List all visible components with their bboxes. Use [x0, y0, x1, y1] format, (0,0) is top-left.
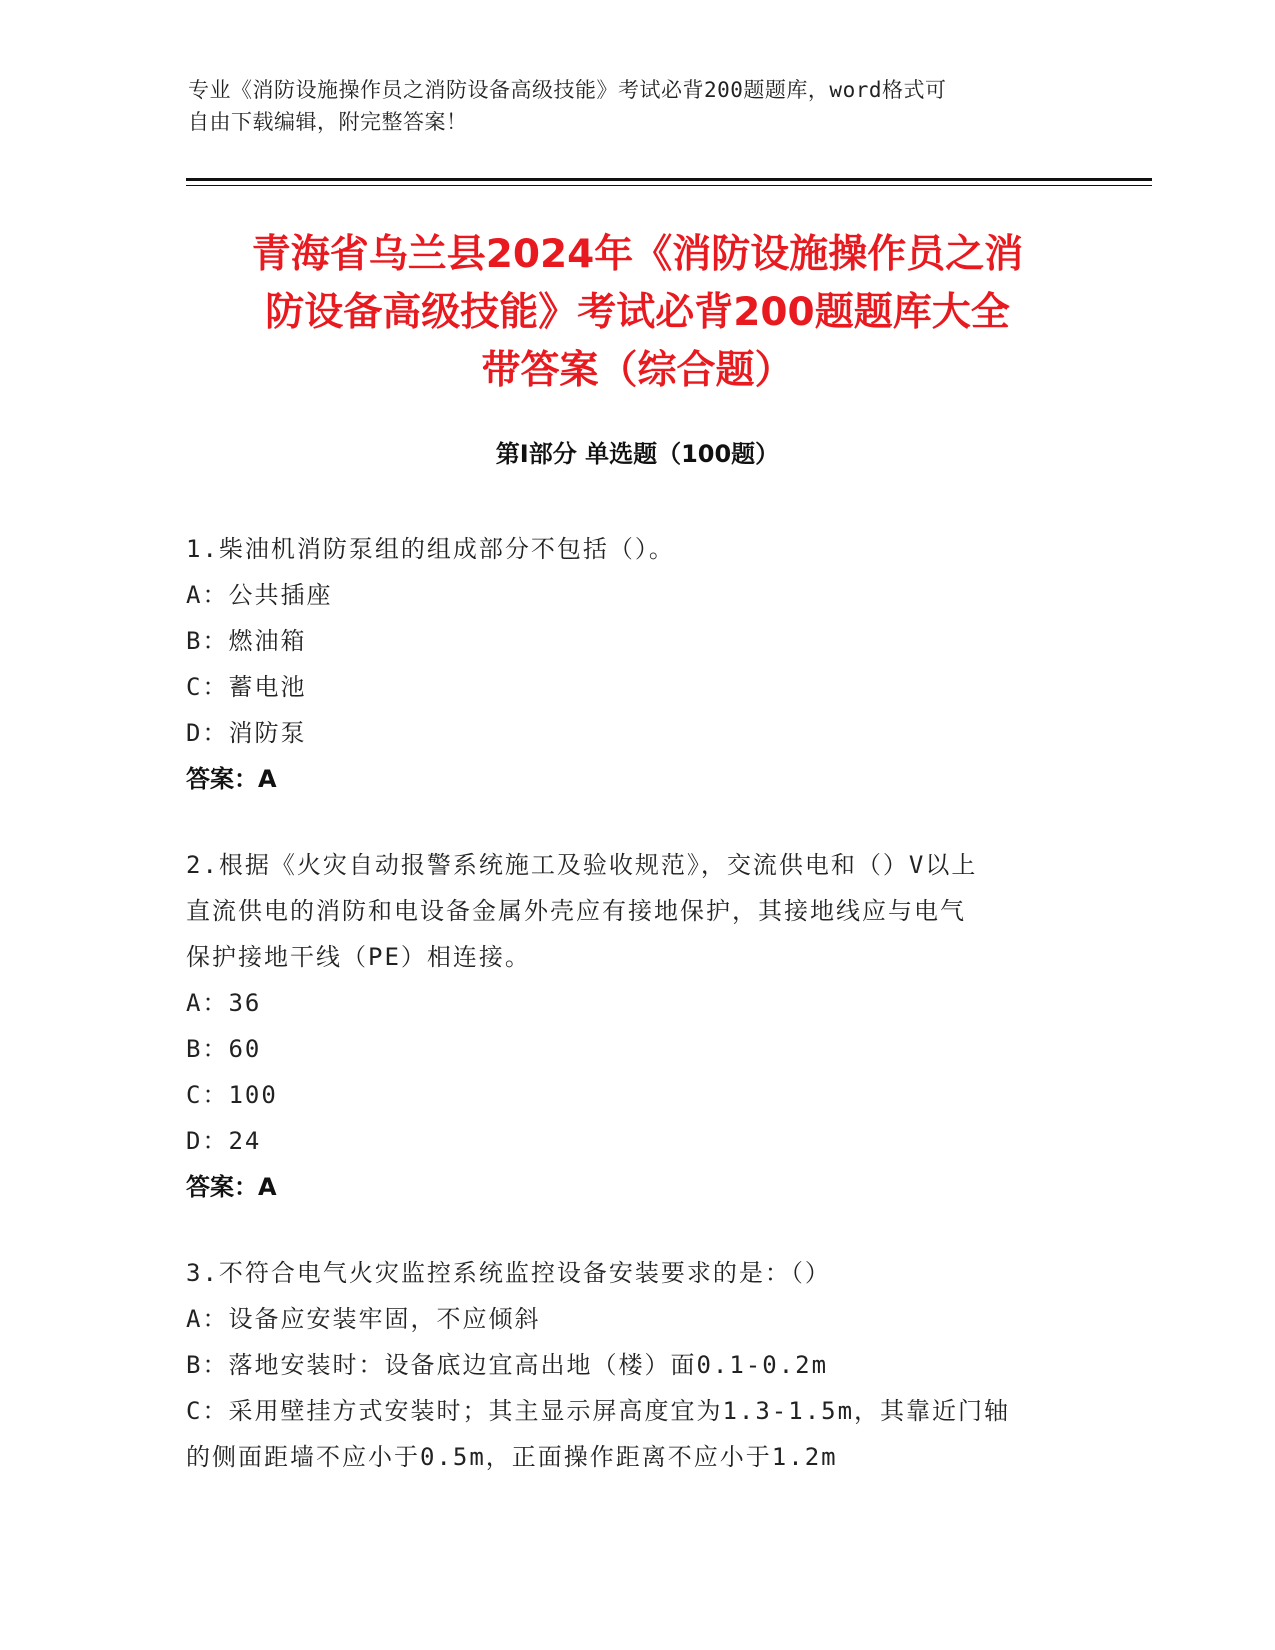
document-title	[150, 226, 1125, 400]
option-b: B：燃油箱	[186, 627, 307, 655]
question-stem: 3.不符合电气火灾监控系统监控设备安装要求的是：（）	[186, 1259, 831, 1287]
option-d: D：24	[186, 1127, 262, 1155]
header-note-line: 自由下载编辑，附完整答案！	[188, 110, 468, 134]
question-stem: 保护接地干线（PE）相连接。	[186, 943, 531, 971]
option-d: D：消防泵	[186, 719, 307, 747]
option-a: A：36	[186, 989, 262, 1017]
question-stem: 直流供电的消防和电设备金属外壳应有接地保护，其接地线应与电气	[186, 897, 966, 925]
answer: 答案：A	[186, 765, 277, 793]
document-title-line: 青海省乌兰县2024年《消防设施操作员之消	[251, 232, 1024, 277]
question-3	[186, 1250, 1086, 1480]
document-title-line: 带答案（综合题）	[481, 348, 794, 393]
option-c-continued: 的侧面距墙不应小于0.5m，正面操作距离不应小于1.2m	[186, 1443, 838, 1471]
option-b: B：落地安装时：设备底边宜高出地（楼）面0.1-0.2m	[186, 1351, 829, 1379]
section-heading: 第I部分 单选题（100题）	[495, 440, 780, 468]
document-title-line: 防设备高级技能》考试必背200题题库大全	[265, 290, 1010, 335]
option-a: A：公共插座	[186, 581, 333, 609]
header-divider-thin	[186, 185, 1152, 186]
option-c: C：采用壁挂方式安装时；其主显示屏高度宜为1.3-1.5m，其靠近门轴	[186, 1397, 1011, 1425]
option-c: C：100	[186, 1081, 278, 1109]
option-c: C：蓄电池	[186, 673, 307, 701]
question-stem: 2.根据《火灾自动报警系统施工及验收规范》，交流供电和（）V以上	[186, 851, 978, 879]
option-b: B：60	[186, 1035, 262, 1063]
header-note	[188, 74, 1088, 138]
header-note-line: 专业《消防设施操作员之消防设备高级技能》考试必背200题题库，word格式可	[188, 78, 947, 102]
question-stem: 1.柴油机消防泵组的组成部分不包括（）。	[186, 535, 675, 563]
question-2	[186, 842, 1086, 1210]
question-1	[186, 526, 1086, 802]
answer: 答案：A	[186, 1173, 277, 1201]
header-divider-thick	[186, 178, 1152, 181]
option-a: A：设备应安装牢固，不应倾斜	[186, 1305, 541, 1333]
